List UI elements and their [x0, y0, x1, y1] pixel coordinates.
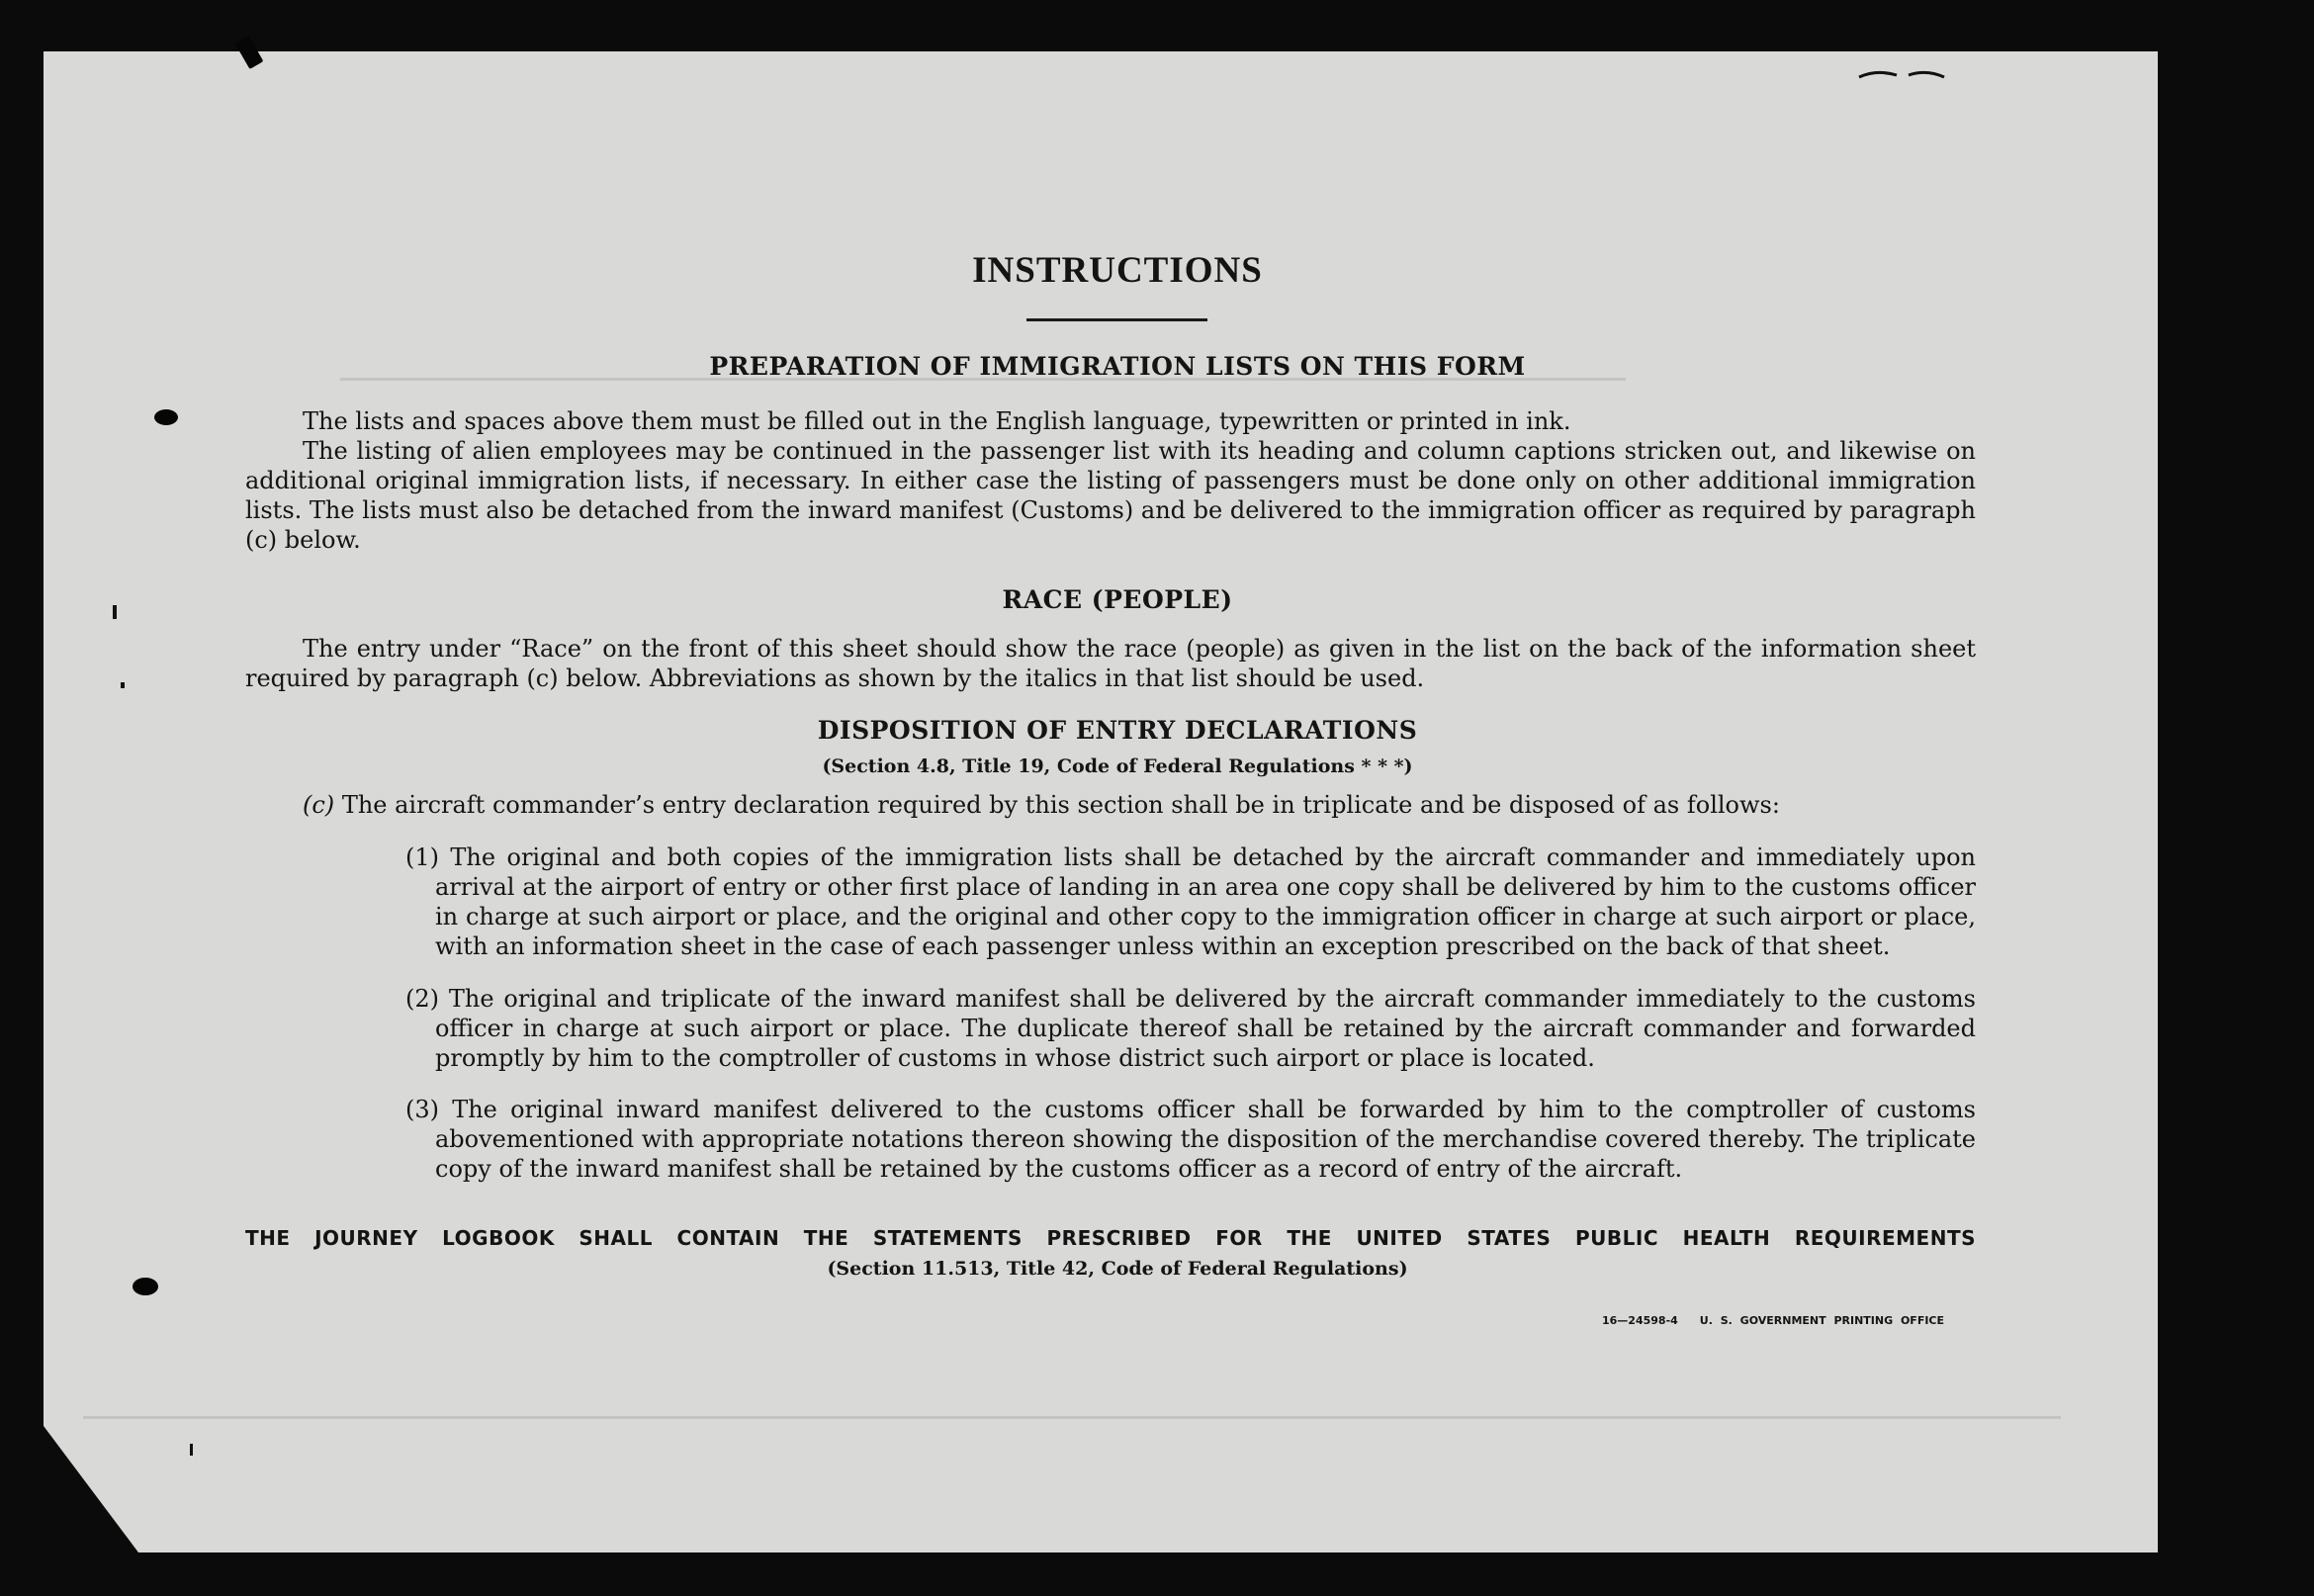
paragraph-c-label: (c)	[303, 791, 335, 819]
paragraph-c-text: The aircraft commander’s entry declaration required by this section shall be in triplicate and be disposed of as follows:	[341, 791, 1780, 819]
item-number: (3)	[405, 1096, 439, 1123]
scan-speck	[190, 1444, 193, 1456]
disposition-citation: (Section 4.8, Title 19, Code of Federal Regulations * * *)	[822, 755, 1413, 777]
paragraph-alien-employees: The listing of alien employees may be continued in the passenger list with its heading and column captions stricken out, and likewise on additional original immigration lists, if necessary. In either case the listing of passengers must be done only on other additional immigration lists. The lists must also be detached from the inward manifest (Customs) and be delivered to the immigration officer as required by paragraph (c) below.	[245, 437, 1976, 554]
item-number: (2)	[405, 985, 439, 1013]
pencil-scribble-mark	[1857, 67, 1946, 83]
item-body: The original and triplicate of the inward manifest shall be delivered by the aircraft commander immediately to the customs officer in charge at such airport or place. The duplicate thereof shall be retained by the aircraft commander and forwarded promptly by him to the comptroller of customs in whose district such airport or place is located.	[435, 985, 1976, 1072]
printer-footer	[1602, 1314, 1944, 1327]
scan-speck	[113, 605, 117, 619]
tape-corner-mark	[235, 36, 264, 69]
ink-blot-mark	[133, 1278, 158, 1295]
page-title: INSTRUCTIONS	[972, 250, 1263, 291]
paragraph-language: The lists and spaces above them must be filled out in the English language, typewritten or printed in ink.	[303, 407, 1571, 435]
item-number: (1)	[405, 843, 439, 871]
section-heading-disposition: DISPOSITION OF ENTRY DECLARATIONS	[817, 716, 1418, 745]
paragraph-race: The entry under “Race” on the front of this sheet should show the race (people) as given in the list on the back of the information sheet required by paragraph (c) below. Abbreviations as shown by the italics in that list should be used.	[245, 635, 1976, 692]
journey-logbook-citation: (Section 11.513, Title 42, Code of Federal Regulations)	[827, 1258, 1408, 1280]
ink-blot-mark	[154, 409, 178, 425]
section-heading-preparation: PREPARATION OF IMMIGRATION LISTS ON THIS FORM	[709, 352, 1526, 381]
disposition-item-text	[405, 842, 1976, 961]
disposition-item-text	[405, 984, 1976, 1073]
paragraph-c-lead	[303, 790, 1984, 820]
scan-speck	[121, 682, 125, 688]
item-body: The original inward manifest delivered to the customs officer shall be forwarded by him to the comptroller of customs abovementioned with appropriate notations thereon showing the disposition of the merchandise covered thereby. The triplicate copy of the inward manifest shall be retained by the customs officer as a record of entry of the aircraft.	[435, 1096, 1976, 1183]
title-underline	[1026, 318, 1207, 321]
disposition-item-text	[405, 1095, 1976, 1184]
section-heading-race: RACE (PEOPLE)	[1002, 585, 1233, 614]
journey-logbook-statement: THE JOURNEY LOGBOOK SHALL CONTAIN THE STATEMENTS PRESCRIBED FOR THE UNITED STATES PUBLIC HEALTH REQUIREMENTS	[245, 1226, 1976, 1250]
printer-name: U. S. GOVERNMENT PRINTING OFFICE	[1699, 1314, 1945, 1327]
form-number: 16—24598-4	[1602, 1314, 1678, 1327]
item-body: The original and both copies of the immigration lists shall be detached by the aircraft commander and immediately upon arrival at the airport of entry or other first place of landing in an area one copy shall be delivered by him to the customs officer in charge at such airport or place, and the original and other copy to the immigration officer in charge at such airport or place, with an information sheet in the case of each passenger unless within an exception prescribed on the back of that sheet.	[435, 843, 1976, 960]
